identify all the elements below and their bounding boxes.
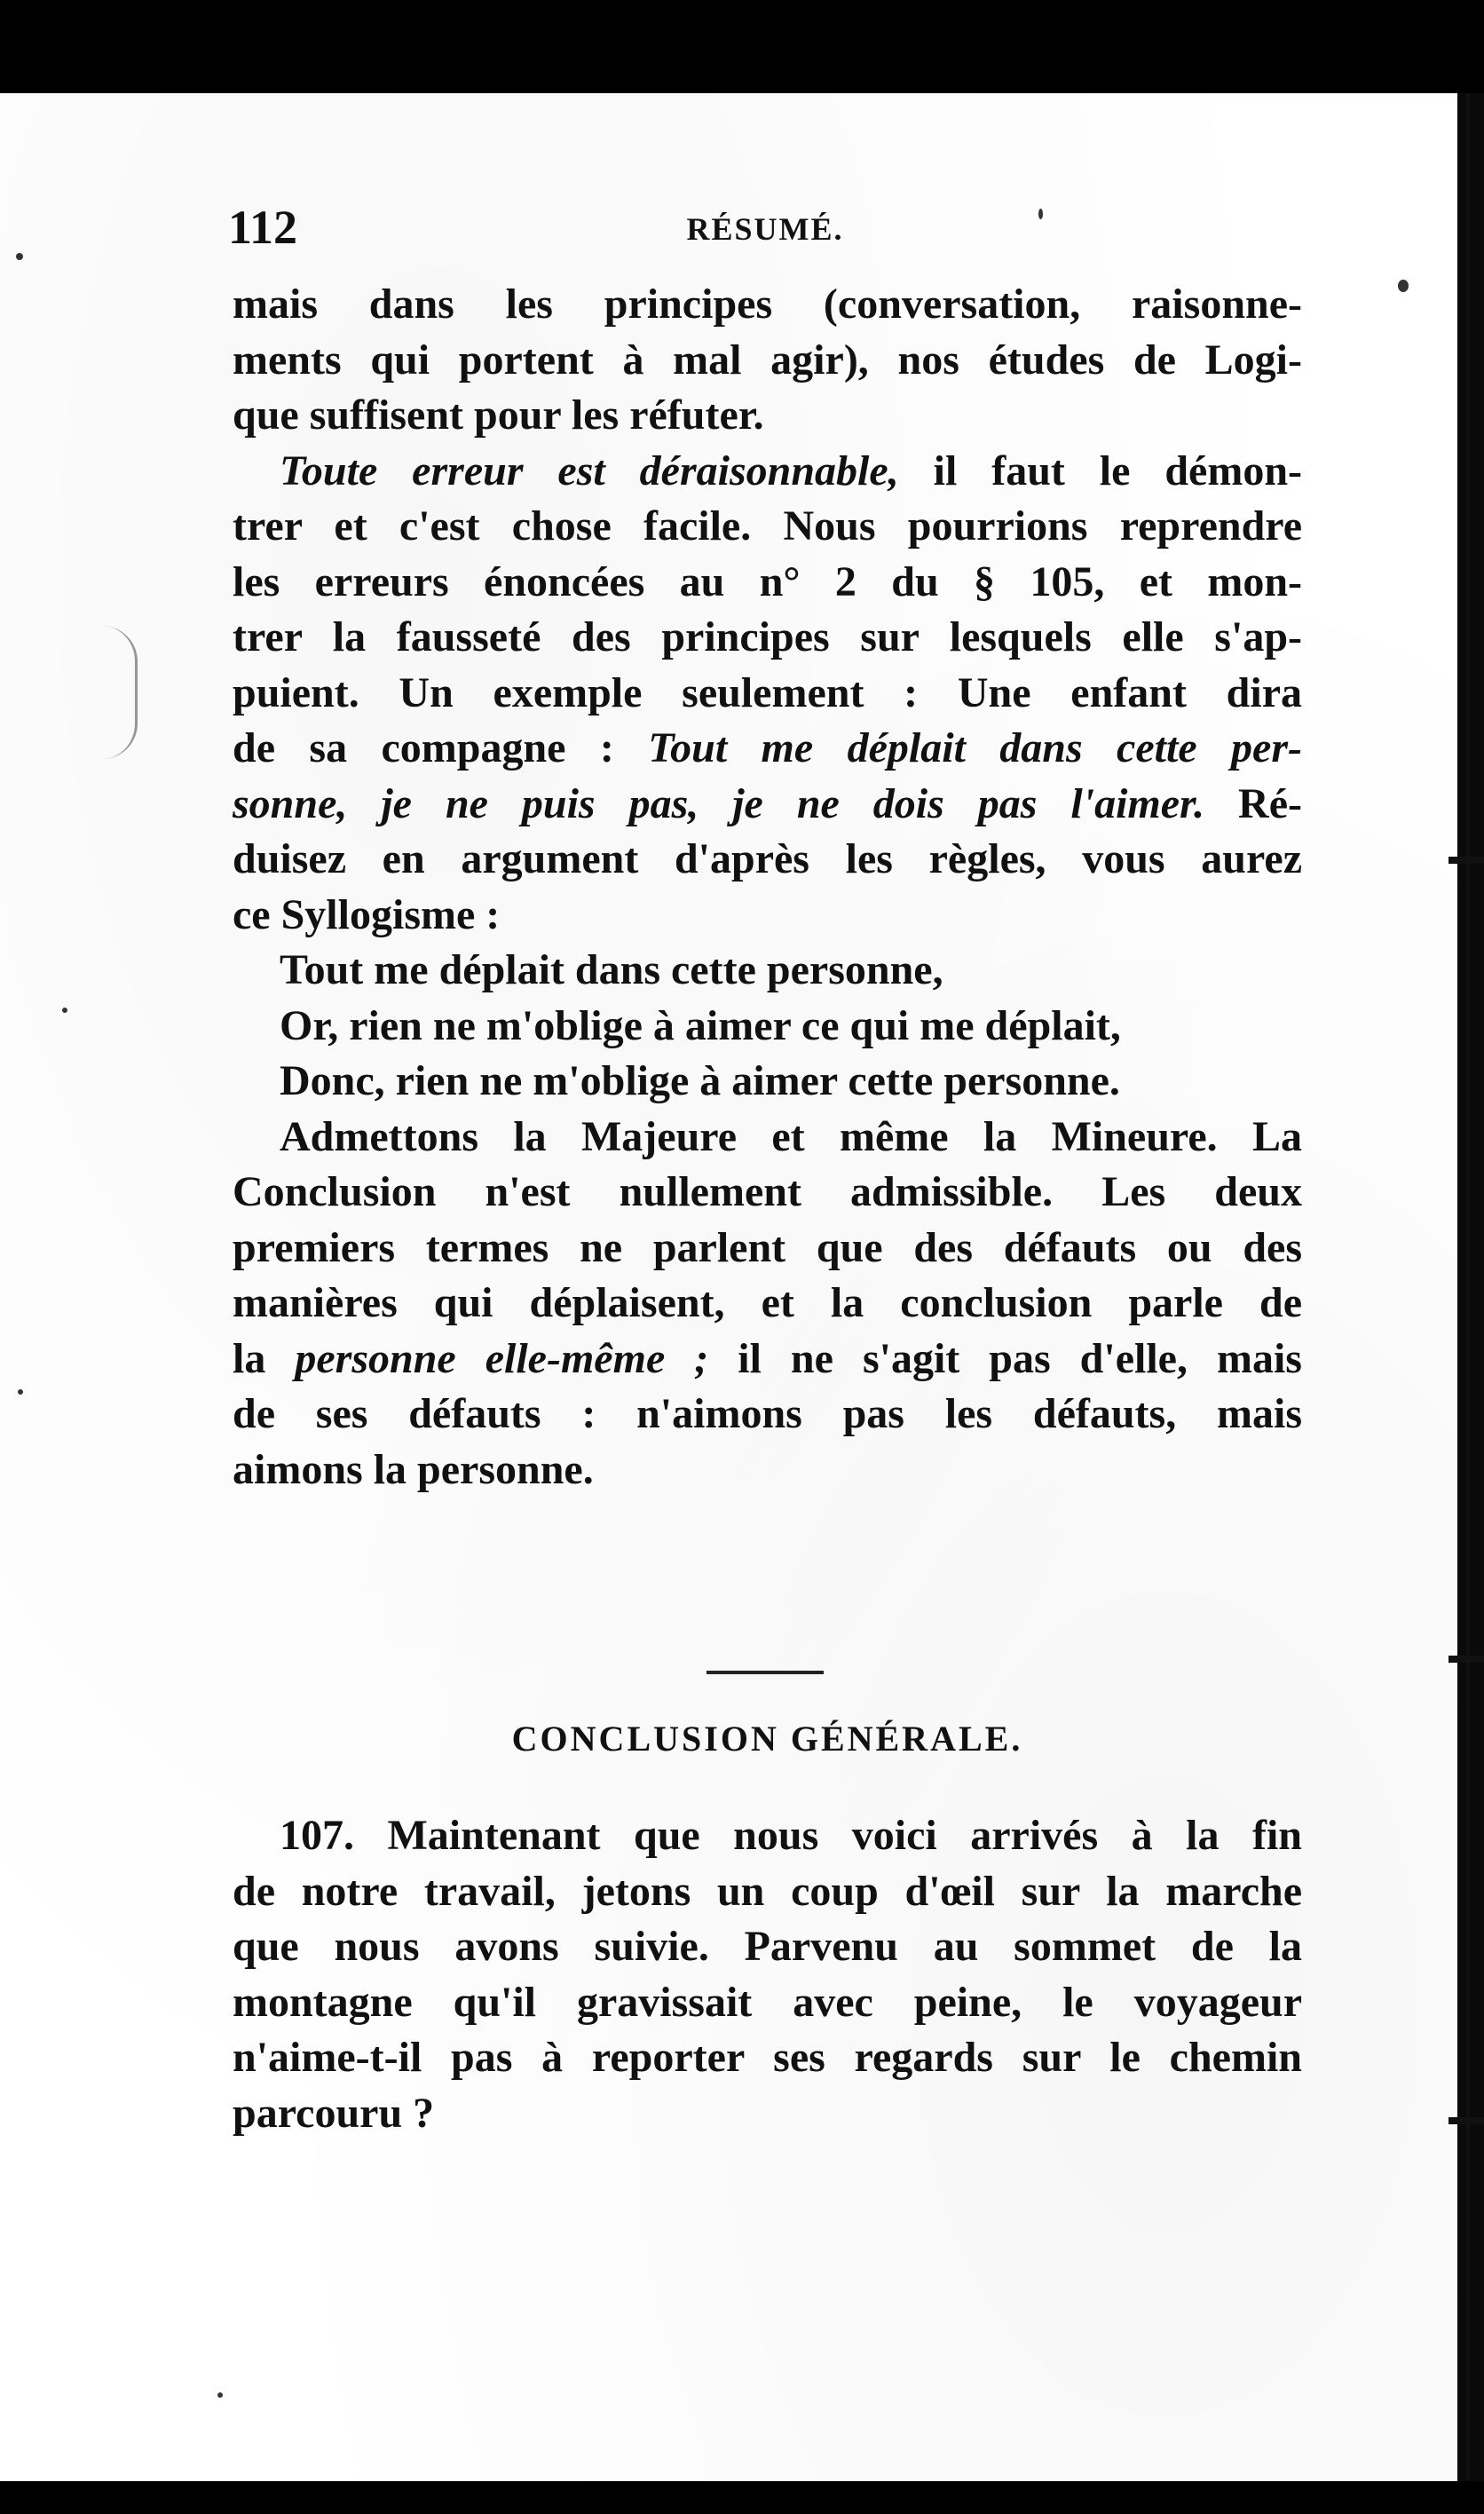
text-fragment: la bbox=[233, 1334, 296, 1382]
text-line bbox=[233, 1332, 1302, 1387]
syllogism-line: Donc, rien ne m'oblige à aimer cette personne. bbox=[280, 1057, 1120, 1104]
text-line: trer et c'est chose facile. Nous pourrions reprendre bbox=[233, 502, 1302, 549]
ink-speck bbox=[62, 1008, 67, 1013]
text-line: montagne qu'il gravissait avec peine, le voyageur bbox=[233, 1978, 1302, 2026]
italic-phrase: sonne, je ne puis pas, je ne dois pas l'aimer. bbox=[233, 779, 1205, 827]
text-fragment: il faut le démon- bbox=[898, 447, 1303, 494]
text-line: 107. Maintenant que nous voici arrivés à la fin bbox=[280, 1812, 1302, 1859]
text-fragment: de sa compagne : bbox=[233, 724, 649, 771]
page-number: 112 bbox=[228, 201, 298, 254]
text-line bbox=[233, 444, 1302, 500]
margin-bracket-mark bbox=[99, 626, 138, 759]
text-line: manières qui déplaisent, et la conclusion parle de bbox=[233, 1279, 1302, 1326]
text-line: mais dans les principes (conversation, raisonne- bbox=[233, 281, 1302, 328]
text-line: duisez en argument d'après les règles, vous aurez bbox=[233, 835, 1302, 882]
body-text bbox=[233, 277, 1302, 1498]
italic-phrase: Tout me déplait dans cette per- bbox=[648, 724, 1302, 771]
text-line: aimons la personne. bbox=[233, 1445, 594, 1493]
text-line: de ses défauts : n'aimons pas les défauts, mais bbox=[233, 1390, 1302, 1437]
syllogism-line: Tout me déplait dans cette personne, bbox=[280, 946, 943, 993]
ink-speck bbox=[16, 253, 23, 260]
text-line: puient. Un exemple seulement : Une enfant dira bbox=[233, 668, 1302, 716]
binding-tick bbox=[1448, 2117, 1484, 2124]
text-fragment: il ne s'agit pas d'elle, mais bbox=[708, 1334, 1302, 1382]
text-line: premiers termes ne parlent que des défauts ou des bbox=[233, 1223, 1302, 1271]
text-line: que nous avons suivie. Parvenu au sommet de la bbox=[233, 1923, 1302, 1970]
text-line bbox=[233, 777, 1302, 833]
text-line: n'aime-t-il pas à reporter ses regards sur le chemin bbox=[233, 2034, 1302, 2081]
syllogism-line: Or, rien ne m'oblige à aimer ce qui me déplait, bbox=[280, 1001, 1121, 1049]
text-line: ments qui portent à mal agir), nos études de Logi- bbox=[233, 336, 1302, 383]
ink-speck bbox=[1398, 280, 1409, 292]
text-line bbox=[233, 721, 1302, 777]
binding-tick bbox=[1448, 1656, 1484, 1663]
text-line: Conclusion n'est nullement admissible. Les deux bbox=[233, 1168, 1302, 1215]
text-line: Admettons la Majeure et même la Mineure. La bbox=[280, 1112, 1302, 1160]
closing-paragraph bbox=[233, 1808, 1302, 2141]
text-line: les erreurs énoncées au n° 2 du § 105, et mon- bbox=[233, 557, 1302, 605]
page-header bbox=[228, 200, 1302, 271]
ink-speck bbox=[18, 1389, 23, 1395]
text-fragment: Ré- bbox=[1204, 779, 1303, 827]
text-line: trer la fausseté des principes sur lesquels elle s'ap- bbox=[233, 613, 1302, 660]
running-head: RÉSUMÉ. bbox=[686, 211, 844, 247]
binding-tick bbox=[1448, 857, 1484, 864]
section-title: CONCLUSION GÉNÉRALE. bbox=[511, 1719, 1023, 1759]
ink-speck bbox=[217, 2392, 223, 2398]
italic-phrase: personne elle-même ; bbox=[295, 1334, 709, 1382]
italic-phrase: Toute erreur est déraisonnable, bbox=[280, 447, 899, 494]
text-line: que suffisent pour les réfuter. bbox=[233, 391, 764, 439]
scan-edge bbox=[1457, 93, 1484, 2481]
text-line: ce Syllogisme : bbox=[233, 890, 501, 938]
text-line: parcouru ? bbox=[233, 2089, 435, 2137]
section-separator bbox=[706, 1671, 824, 1674]
text-line: de notre travail, jetons un coup d'œil sur la marche bbox=[233, 1867, 1302, 1915]
